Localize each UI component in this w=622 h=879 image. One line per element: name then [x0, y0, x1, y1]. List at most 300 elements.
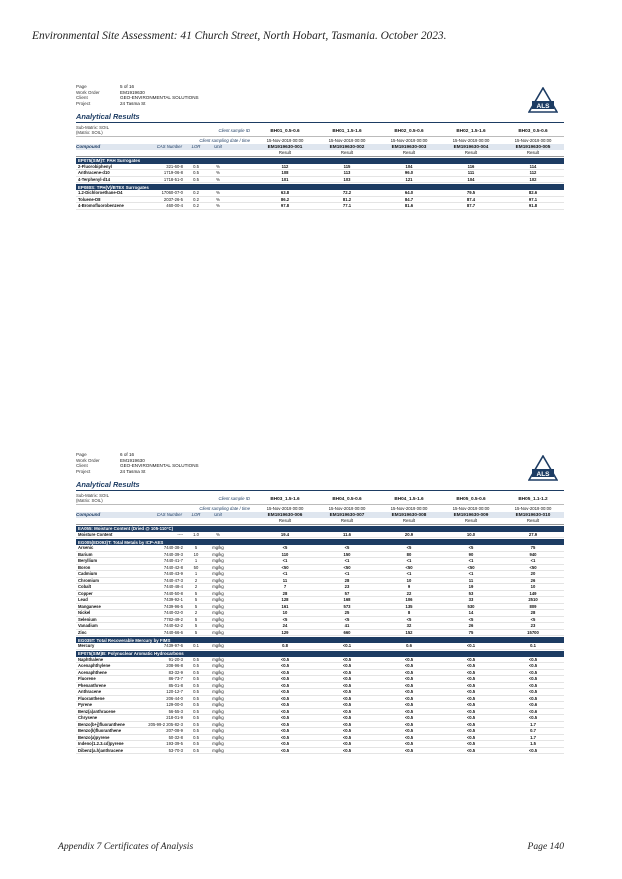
als-logo-icon [528, 87, 558, 113]
meta-row-project [76, 101, 564, 107]
result-value: 64.0 [404, 190, 414, 196]
document-header: Environmental Site Assessment: 41 Church Street, North Hobart, Tasmania. October 2023. [32, 30, 447, 42]
result-value: <0.5 [342, 669, 352, 675]
result-heading-row [76, 518, 564, 525]
result-value: <0.5 [280, 663, 290, 669]
result-value: <0.5 [280, 689, 290, 695]
unit-heading: Unit [214, 512, 222, 518]
cas-number: 208-96-8 [166, 663, 183, 669]
table-row [76, 748, 564, 755]
result-value: 112 [281, 163, 289, 169]
result-value: 110 [281, 551, 289, 557]
cas-number: 7440-47-3 [163, 577, 183, 583]
compound-name: Copper [78, 590, 93, 596]
result-value: 114 [529, 163, 537, 169]
sample-id: BH01_1.5-1.6 [332, 128, 362, 133]
sub-matrix: Sub-Matrix: SOIL [76, 492, 109, 498]
cas-number: 129-00-0 [166, 702, 183, 708]
result-value: <5 [406, 545, 412, 551]
result-value: <0.5 [528, 676, 538, 682]
meta-value-project: 24 Tasma St [120, 469, 146, 475]
unit-value: mg/kg [212, 682, 224, 688]
sampling-datetime: 15-Nov-2019 00:00 [328, 505, 366, 511]
lor-value: 5 [194, 597, 198, 603]
lab-id: EM1919630-002 [329, 144, 365, 150]
lor-value: 0.5 [193, 176, 199, 182]
result-value: 128 [281, 597, 289, 603]
result-value: 809 [529, 603, 537, 609]
lor-value: 2 [194, 610, 198, 616]
result-value: 96.0 [404, 170, 414, 176]
lor-value: 2 [194, 584, 198, 590]
unit-value: % [216, 203, 220, 209]
meta-value-page: 6 of 16 [120, 452, 135, 457]
result-value: <0.5 [280, 715, 290, 721]
meta-label-project: Project [76, 101, 91, 107]
cas-number: 1719-06-8 [163, 170, 183, 176]
result-value: <0.1 [466, 643, 476, 649]
result-value: <0.5 [342, 747, 352, 753]
cas-number: 7440-41-7 [163, 558, 183, 564]
unit-value: % [216, 170, 220, 176]
compound-cas-heading [76, 512, 186, 517]
lor-value: 0.2 [193, 196, 199, 202]
unit-value: mg/kg [212, 558, 224, 564]
result-value: 103 [343, 176, 351, 182]
sample-id: BH03_1.5-1.6 [270, 496, 300, 501]
unit-value: mg/kg [212, 551, 224, 557]
lor-value: 0.5 [193, 695, 199, 701]
compound-name: Benz(a)anthracene [78, 708, 116, 714]
report-meta [76, 452, 564, 480]
report-meta [76, 84, 564, 112]
result-value: <0.5 [404, 663, 414, 669]
lor-value: 0.5 [193, 728, 199, 734]
unit-value: mg/kg [212, 689, 224, 695]
result-value: <0.5 [466, 663, 476, 669]
sampling-datetime: 15-Nov-2019 00:00 [390, 505, 428, 511]
lab-id: EM1919630-005 [515, 144, 551, 150]
result-value: 1.7 [530, 734, 536, 740]
compound-name: Boron [78, 564, 91, 570]
cas-number: 7440-39-3 [163, 551, 183, 557]
result-value: 10 [530, 584, 536, 590]
cas-number: 7439-97-6 [163, 643, 183, 649]
result-value: 82.6 [528, 190, 538, 196]
lor-value: 1 [194, 558, 198, 564]
unit-value: mg/kg [212, 728, 224, 734]
cas-number: 460-00-4 [166, 203, 183, 209]
meta-label-page: Page [76, 84, 87, 89]
result-value: 102 [529, 176, 537, 182]
result-value: <0.5 [280, 721, 290, 727]
compound-name: Beryllium [78, 558, 98, 564]
unit-value: mg/kg [212, 656, 224, 662]
result-heading-row [76, 150, 564, 157]
result-value: <0.1 [342, 643, 352, 649]
compound-name: Fluorene [78, 676, 96, 682]
compound-name: Selenium [78, 616, 97, 622]
compound-name: Nickel [78, 610, 91, 616]
compound-name: Indeno(1.2.3.cd)pyrene [78, 741, 124, 747]
result-value: <0.5 [404, 734, 414, 740]
cas-number: 205-99-2 205-82-3 [148, 721, 183, 727]
meta-label-page: Page [76, 452, 87, 457]
result-value: 111 [467, 170, 475, 176]
cas-number: 2037-26-5 [163, 196, 183, 202]
sub-matrix: Sub-Matrix: SOIL [76, 124, 109, 130]
compound-name: Pyrene [78, 702, 92, 708]
result-value: <0.5 [342, 728, 352, 734]
unit-value: mg/kg [212, 695, 224, 701]
result-value: <0.5 [528, 669, 538, 675]
client-sample-id-label: Client sample ID [218, 128, 250, 133]
result-value: <0.5 [466, 741, 476, 747]
lab-id: EM1919630-001 [267, 144, 303, 150]
compound-name: 4-Bromofluorobenzene [78, 203, 124, 209]
result-heading: Result [526, 150, 540, 156]
result-value: 161 [281, 603, 289, 609]
cas-number: 7440-02-0 [163, 610, 183, 616]
unit-value: mg/kg [212, 676, 224, 682]
cas-number: 218-01-9 [166, 715, 183, 721]
result-value: <0.5 [466, 682, 476, 688]
result-value: 129 [281, 629, 289, 635]
result-value: 10 [282, 610, 288, 616]
result-value: 22 [406, 590, 412, 596]
sampling-datetime: 15-Nov-2019 00:00 [328, 137, 366, 143]
lor-value: 0.5 [193, 663, 199, 669]
meta-value-work-order: EM1919630 [120, 89, 145, 95]
result-value: <1 [406, 558, 412, 564]
result-value: 26 [530, 577, 536, 583]
result-value: <0.5 [466, 728, 476, 734]
result-value: 2510 [528, 597, 538, 603]
result-value: <50 [281, 564, 289, 570]
matrix-label [76, 126, 186, 135]
result-value: <0.5 [528, 695, 538, 701]
lor-value: 0.5 [193, 669, 199, 675]
result-value: <50 [405, 564, 413, 570]
result-value: <5 [468, 545, 474, 551]
result-value: 573 [343, 603, 351, 609]
cas-number: 7439-96-5 [163, 603, 183, 609]
method-group-header: EA055: Moisture Content (Dried @ 105-110°C) [76, 526, 564, 532]
unit-value: mg/kg [212, 590, 224, 596]
result-value: 1.7 [530, 721, 536, 727]
result-value: 87.7 [466, 203, 476, 209]
cas-heading: CAS Number [156, 144, 182, 150]
result-heading: Result [464, 150, 478, 156]
result-value: 0.7 [530, 728, 536, 734]
result-value: <5 [406, 616, 412, 622]
result-heading: Result [340, 150, 354, 156]
lor-value: 0.5 [193, 747, 199, 753]
unit-value: mg/kg [212, 702, 224, 708]
result-heading: Result [402, 150, 416, 156]
result-value: <1 [530, 558, 536, 564]
certificate-page-5 [76, 84, 564, 210]
result-value: 121 [405, 176, 413, 182]
result-value: <0.5 [342, 721, 352, 727]
result-value: 11.6 [343, 531, 351, 537]
result-value: <0.5 [404, 741, 414, 747]
cas-number: 83-32-9 [168, 669, 183, 675]
cas-number: 206-44-0 [166, 695, 183, 701]
unit-value: % [216, 196, 220, 202]
meta-value-client: GEO-ENVIRONMENTAL SOLUTIONS [120, 95, 199, 101]
lab-id: EM1919630-004 [453, 144, 489, 150]
results-table-header [76, 493, 564, 525]
result-value: 10.0 [466, 531, 476, 537]
cas-number: 193-39-5 [166, 741, 183, 747]
sampling-datetime: 15-Nov-2019 00:00 [452, 505, 490, 511]
result-value: 0.6 [406, 643, 412, 649]
unit-value: mg/kg [212, 721, 224, 727]
result-value: <0.5 [280, 695, 290, 701]
unit-value: mg/kg [212, 610, 224, 616]
result-value: <0.5 [280, 741, 290, 747]
result-value: 20 [530, 571, 536, 577]
result-value: <0.5 [280, 734, 290, 740]
lor-value: 0.5 [193, 741, 199, 747]
table-row [76, 630, 564, 637]
result-value: <0.5 [466, 715, 476, 721]
unit-value: mg/kg [212, 616, 224, 622]
method-group-header: EP075(SIM)B: Polynuclear Aromatic Hydrocarbons [76, 651, 564, 657]
sample-id: BH02_0.5-0.6 [394, 128, 424, 133]
result-value: 149 [529, 590, 537, 596]
result-value: 28 [282, 590, 288, 596]
meta-label-work-order: Work Order [76, 457, 100, 463]
meta-label-project: Project [76, 469, 91, 475]
lor-heading: LOR [191, 512, 201, 518]
result-value: <1 [468, 558, 474, 564]
result-value: 90 [468, 551, 474, 557]
table-row [76, 203, 564, 210]
result-value: 23 [530, 623, 536, 629]
result-value: <0.5 [404, 689, 414, 695]
sampling-datetime: 15-Nov-2019 00:00 [390, 137, 428, 143]
lor-value: 5 [194, 603, 198, 609]
result-value: 8 [407, 610, 411, 616]
results-table-header [76, 125, 564, 157]
lor-value: 0.5 [193, 734, 199, 740]
sampling-datetime: 15-Nov-2019 00:00 [514, 505, 552, 511]
result-value: <5 [344, 545, 350, 551]
result-value: 150 [343, 551, 351, 557]
result-value: 33 [468, 597, 474, 603]
compound-name: Arsenic [78, 545, 94, 551]
compound-name: Acenaphthene [78, 669, 107, 675]
result-value: <0.5 [342, 734, 352, 740]
result-value: <5 [282, 545, 288, 551]
result-value: <0.5 [404, 656, 414, 662]
result-value: 116 [467, 163, 475, 169]
meta-row-project [76, 469, 564, 475]
cas-number: 7440-66-6 [163, 629, 183, 635]
cas-number: 86-73-7 [168, 676, 183, 682]
lor-value: 5 [194, 590, 198, 596]
result-value: <0.5 [528, 682, 538, 688]
lor-value: 0.5 [193, 170, 199, 176]
cas-number: 7782-49-2 [163, 616, 183, 622]
result-value: <50 [467, 564, 475, 570]
result-value: 660 [343, 629, 351, 635]
result-value: 152 [405, 629, 413, 635]
lor-value: 0.1 [193, 643, 199, 649]
logo-text: ALS [536, 102, 550, 110]
compound-name: Benzo(k)fluoranthene [78, 728, 122, 734]
result-value: 81.2 [342, 196, 352, 202]
compound-name: Benzo(a)pyrene [78, 734, 110, 740]
result-value: <1 [344, 571, 350, 577]
cas-number: 1718-51-0 [163, 176, 183, 182]
result-value: <0.5 [466, 734, 476, 740]
result-value: 20.9 [404, 531, 414, 537]
result-value: <0.5 [466, 669, 476, 675]
cas-number: 7439-92-1 [163, 597, 183, 603]
compound-name: Anthracene-d10 [78, 170, 110, 176]
meta-value-work-order: EM1919630 [120, 457, 145, 463]
lab-id: EM1919630-009 [453, 512, 489, 518]
lor-value: 0.5 [193, 708, 199, 714]
result-value: <0.5 [280, 702, 290, 708]
compound-name: Phenanthrene [78, 682, 106, 688]
result-value: <0.5 [342, 663, 352, 669]
result-value: <0.5 [342, 689, 352, 695]
result-value: <0.5 [342, 676, 352, 682]
result-value: <0.5 [404, 708, 414, 714]
lab-id: EM1919630-010 [515, 512, 551, 518]
result-value: <1 [344, 558, 350, 564]
unit-value: mg/kg [212, 577, 224, 583]
compound-name: Chromium [78, 577, 99, 583]
cas-number: 7440-62-2 [163, 623, 183, 629]
result-value: 15700 [527, 629, 539, 635]
unit-value: mg/kg [212, 734, 224, 740]
logo-text: ALS [536, 470, 550, 478]
result-value: <0.5 [466, 702, 476, 708]
lor-value: 0.5 [193, 715, 199, 721]
compound-name: Benzo(b+j)fluoranthene [78, 721, 125, 727]
result-value: <0.5 [404, 747, 414, 753]
cas-number: 321-60-8 [166, 163, 183, 169]
meta-label-client: Client [76, 95, 88, 101]
result-value: <0.5 [342, 741, 352, 747]
compound-name: Anthracene [78, 689, 102, 695]
result-value: <0.5 [404, 682, 414, 688]
compound-name: Moisture Content [78, 531, 113, 537]
lab-id: EM1919630-006 [267, 512, 303, 518]
result-value: <0.5 [342, 656, 352, 662]
result-value: 97.1 [528, 196, 538, 202]
result-value: <0.5 [404, 702, 414, 708]
compound-name: Cadmium [78, 571, 98, 577]
result-value: 91.8 [528, 203, 538, 209]
result-value: <0.5 [466, 689, 476, 695]
result-value: <0.5 [528, 689, 538, 695]
result-value: <1 [282, 558, 288, 564]
unit-value: mg/kg [212, 715, 224, 721]
result-value: 81.6 [404, 203, 414, 209]
lor-value: 0.5 [193, 721, 199, 727]
result-value: 72.2 [342, 190, 352, 196]
result-value: 53 [468, 590, 474, 596]
result-value: 115 [343, 163, 351, 169]
compound-name: Zinc [78, 629, 87, 635]
result-value: 41 [344, 623, 350, 629]
cas-number: 17060-07-0 [161, 190, 183, 196]
sampling-datetime: 15-Nov-2019 00:00 [266, 137, 304, 143]
lor-heading: LOR [191, 144, 201, 150]
method-group-header: EG005(ED093)T: Total Metals by ICP-AES [76, 539, 564, 545]
sample-id: BH01_0.5-0.6 [270, 128, 300, 133]
unit-value: mg/kg [212, 571, 224, 577]
table-row [76, 177, 564, 184]
result-value: <0.5 [280, 747, 290, 753]
result-value: 11 [282, 577, 288, 583]
result-value: <0.5 [342, 682, 352, 688]
unit-value: mg/kg [212, 584, 224, 590]
result-value: <0.5 [528, 715, 538, 721]
result-value: 97.8 [280, 203, 290, 209]
result-value: <0.6 [528, 708, 538, 714]
result-value: 27.9 [528, 531, 538, 537]
compound-cas-heading [76, 144, 186, 149]
cas-number: 7440-42-8 [163, 564, 183, 570]
result-value: 84.7 [404, 196, 414, 202]
result-value: 87.4 [466, 196, 476, 202]
document-footer [58, 841, 564, 855]
result-value: 9 [407, 584, 411, 590]
lor-value: 0.5 [193, 702, 199, 708]
result-value: 24 [282, 623, 288, 629]
result-value: <0.5 [528, 747, 538, 753]
compound-name: Lead [78, 597, 88, 603]
sample-id: BH02_1.5-1.6 [456, 128, 486, 133]
column-headings-row [76, 512, 564, 519]
result-value: 112 [529, 170, 537, 176]
result-value: 104 [405, 163, 413, 169]
result-value: 108 [281, 170, 289, 176]
result-value: 25 [344, 610, 350, 616]
result-value: 19 [468, 584, 474, 590]
unit-value: mg/kg [212, 564, 224, 570]
result-value: 530 [467, 603, 475, 609]
lor-value: 2 [194, 577, 198, 583]
unit-value: mg/kg [212, 669, 224, 675]
sampling-datetime-label: Client sampling date / time [199, 505, 250, 511]
sampling-datetime: 15-Nov-2019 00:00 [266, 505, 304, 511]
result-value: 28 [344, 577, 350, 583]
lor-value: 1.0 [193, 531, 199, 537]
lor-value: 0.5 [193, 682, 199, 688]
sampling-datetime-row [76, 505, 564, 512]
lab-id: EM1919630-007 [329, 512, 365, 518]
sampling-datetime-row [76, 137, 564, 144]
result-value: <0.5 [528, 663, 538, 669]
lor-value: 1 [194, 571, 198, 577]
lor-value: 5 [194, 616, 198, 622]
result-value: 106 [405, 597, 413, 603]
cas-number: 7440-43-9 [163, 571, 183, 577]
result-value: <50 [529, 564, 537, 570]
result-value: <0.5 [280, 669, 290, 675]
sample-id: BH05_0.5-0.6 [456, 496, 486, 501]
unit-value: % [216, 190, 220, 196]
result-value: 1.5 [530, 741, 536, 747]
